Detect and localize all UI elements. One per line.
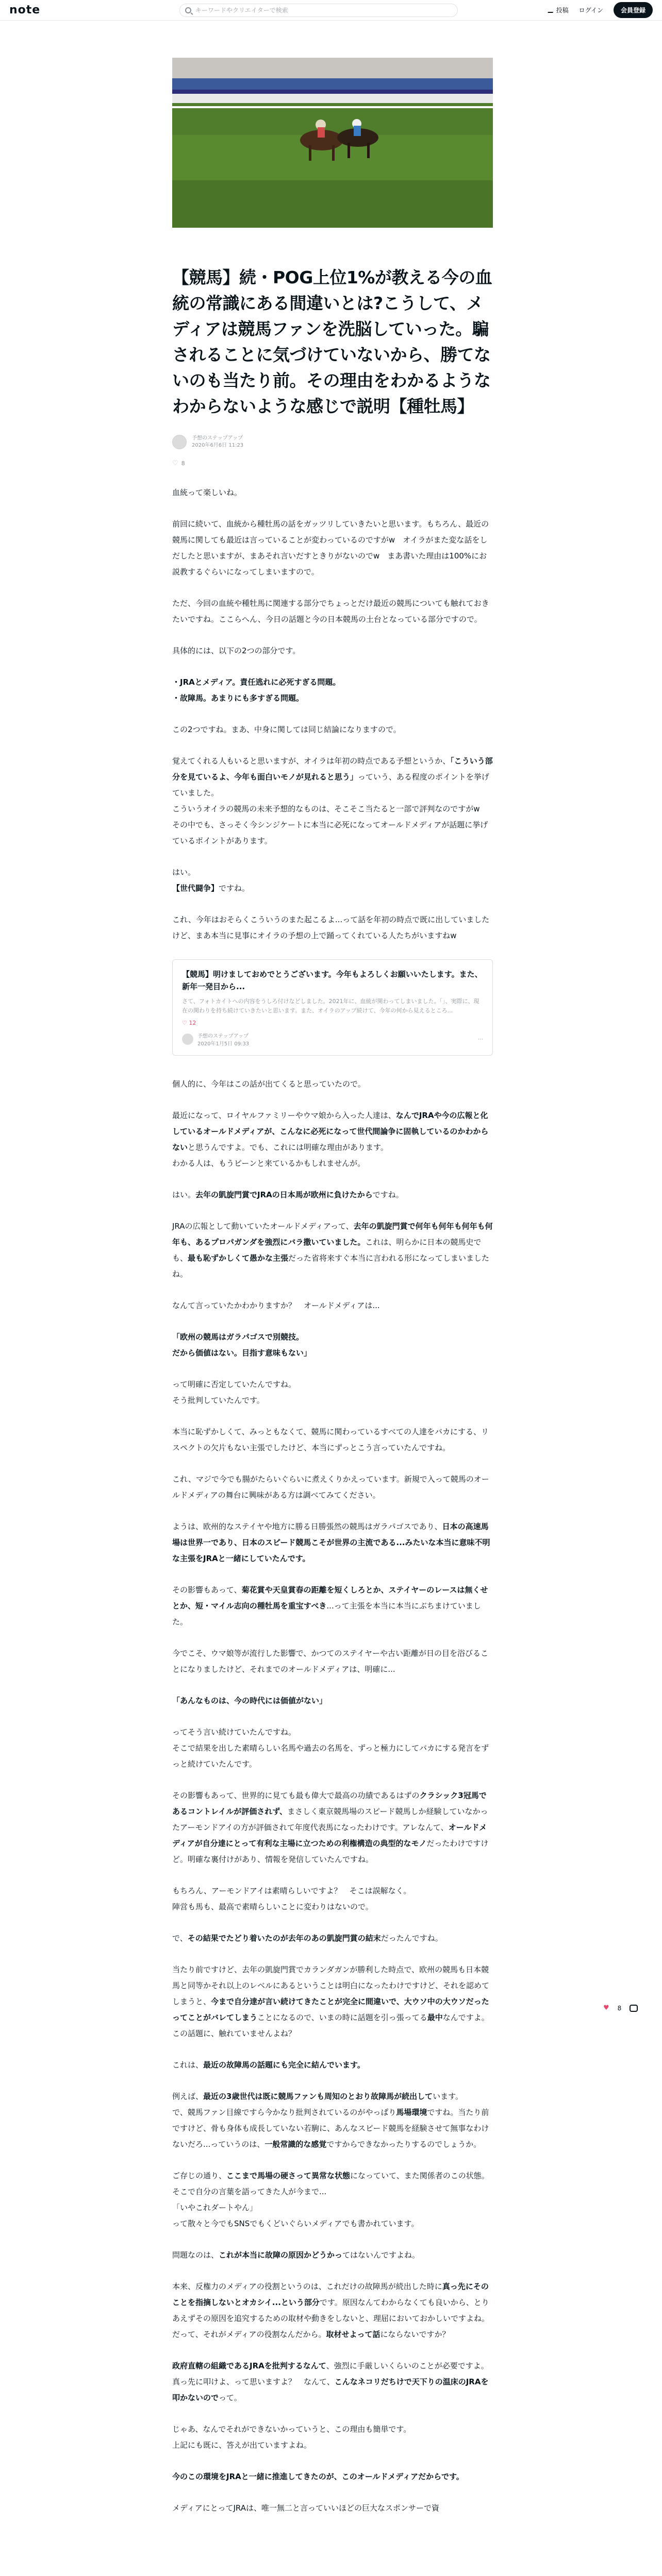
text: はい。 [172, 1190, 196, 1199]
text: ですね。 [372, 1190, 404, 1199]
post-label: 投稿 [556, 7, 569, 14]
article-body [172, 485, 493, 944]
search-bar[interactable] [179, 4, 458, 17]
text: ことになるので、いまの時に話題を引っ張ってる [257, 2013, 427, 2022]
author-meta [192, 435, 243, 449]
paragraph [172, 1329, 493, 1361]
heart-icon[interactable]: ♡ [172, 460, 178, 467]
comment-icon[interactable] [630, 2005, 638, 2012]
bold-text: 去年の凱旋門賞で何年も何年も何年も何年も、あるプロパガンダを強烈にバラ撒いていました。 [172, 1222, 493, 1247]
bold-text: 取材せよって話 [326, 2330, 380, 2339]
text: 問題なのは、 [172, 2250, 219, 2260]
login-link[interactable]: ログイン [578, 7, 603, 14]
text: ...って主張を本当に本当にぶちまけていました。 [172, 1601, 481, 1626]
paragraph [172, 2421, 493, 2453]
pen-icon [548, 8, 556, 13]
text: だったわけですけど。明確な裏付けがあり、情報を発信していたんですね。 [172, 1839, 489, 1864]
paragraph [172, 596, 493, 628]
paragraph [172, 1646, 493, 1677]
paragraph [172, 1724, 493, 1772]
text: 例えば、 [172, 2092, 204, 2101]
embed-avatar [182, 1033, 193, 1045]
paragraph [172, 1108, 493, 1172]
paragraph [172, 1883, 493, 1915]
article [172, 58, 493, 2532]
note-logo[interactable]: note [9, 4, 41, 16]
bold-text: その結果でたどり着いたのが去年のあの凱旋門賞の結末 [187, 1934, 381, 1943]
bold-text: 最中 [427, 2013, 443, 2022]
like-row[interactable] [172, 460, 493, 467]
embed-date: 2020年1月5日 09:33 [197, 1041, 250, 1047]
bold-text: これが本当に故障の原因かどうかっ [219, 2250, 343, 2260]
embed-like: ♡ 12 [182, 1020, 196, 1026]
paragraph [172, 1298, 493, 1314]
paragraph [172, 1424, 493, 1456]
text: てはないんですよね。 [342, 2250, 420, 2260]
text: ですね。 [219, 884, 250, 893]
author-avatar[interactable] [172, 435, 187, 449]
text: 血統って楽しいね。 [172, 488, 242, 497]
paragraph [172, 753, 493, 849]
text: 覚えてくれる人もいると思いますが、オイラは年初の時点である予想というか、 [172, 756, 451, 766]
article-body-continued [172, 1076, 493, 2516]
bold-text: 政府直轄の組織であるJRAを批判するなんて [172, 2361, 326, 2370]
bold-text: 【世代闘争】 [172, 884, 219, 893]
bold-text: オールドメディアが自分達にとって有利な主場に立つための利権構造の典型的なモノ [172, 1823, 487, 1848]
article-title: 【競馬】続・POG上位1%が教える今の血統の常識にある間違いとは?こうして、メディアは競馬ファンを洗脳していった。騙されることに気づけていないから、勝てないのも当たり前。その理由をわかるようなわからないような感じで説明【種牡馬】 [172, 267, 492, 416]
bold-text: ・JRAとメディア。責任逃れに必死すぎる問題。 ・故障馬。あまりにも多すぎる問題。 [172, 677, 341, 703]
paragraph [172, 1930, 493, 1946]
text: これは、明らかに日本の競馬史でも、 [172, 1238, 482, 1263]
text: います。 で、競馬ファン目線ですら今かなり批判されているのがやっぱり [172, 2092, 463, 2117]
search-placeholder: キーワードやクリエイターで検索 [195, 7, 288, 14]
author-row[interactable] [172, 435, 493, 449]
bold-text: 今まで自分達が言い続けてきたことが完全に間違いで、大ウソ中の大ウソだったってことがバレてしまう [172, 1997, 489, 2022]
text: ただ、今回の血統や種牡馬に関連する部分でちょっとだけ最近の競馬についても触れておきたいですね。ここらへん、今日の話題と今の日本競馬の土台となっている部分ですので。 [172, 599, 489, 624]
bold-text: 「欧州の競馬はガラパゴスで別競技。 だから価値はない。目指す意味もない」 [172, 1332, 312, 1358]
like-count: 8 [181, 460, 185, 467]
bold-text: 菊花賞や天皇賞春の距離を短くしろとか、ステイヤーのレースは無くせとか、短・マイル志向の種牡馬を重宝すべき [172, 1585, 488, 1611]
bold-text: クラシック3冠馬であるコントレイルが評価されず、 [172, 1791, 487, 1816]
embed-author: 予想のステップアップ [197, 1033, 249, 1039]
author-name[interactable]: 予想のステップアップ [192, 435, 243, 441]
text: です。原因なんてわからなくても良いから、とりあえずその原因を追究するための取材や動きをしないと、理屈においておかしいですよね。だって、それがメディアの役割なんだから。 [172, 2298, 490, 2339]
paragraph [172, 722, 493, 738]
paragraph [172, 2247, 493, 2263]
bold-text: 去年の凱旋門賞でJRAの日本馬が欧州に負けたから [195, 1190, 373, 1199]
floating-like-button[interactable]: ♥ [603, 2004, 609, 2012]
text: 当たり前ですけど、去年の凱旋門賞でカランダガンが勝利した時点で、欧州の競馬も日本競馬と同等かそれ以上のレベルにあるということは明白になったわけですけど、それを認めてしまうと、 [172, 1965, 490, 2006]
text: ですからできなかったりするのでしょうか。 [326, 2140, 482, 2149]
paragraph [172, 1693, 493, 1709]
paragraph [172, 674, 493, 706]
bold-text: ここまで馬場の硬さって異常な状態 [226, 2171, 351, 2180]
text: 本来、反権力のメディアの役割というのは、これだけの故障馬が続出した時に [172, 2282, 442, 2291]
search-icon [185, 7, 191, 13]
bold-text: なんでJRAや今の広報と化しているオールドメディアが、こんなに必死になって世代間論争に固執しているのかわからない [172, 1111, 489, 1152]
signup-button[interactable]: 会員登録 [614, 2, 653, 18]
text: なんて言っていたかわかりますか？ オールドメディアは... [172, 1301, 380, 1310]
bold-text: 「こういう部分を見ているよ、今年も面白いモノが見れると思う」 [172, 756, 493, 782]
bold-text: 最近の故障馬の話題にも完全に結んでいます。 [203, 2060, 365, 2070]
text: だったんですね。 [380, 1934, 443, 1943]
paragraph [172, 643, 493, 659]
text: になっていて、また関係者のこの状態。そこで自分の言葉を語ってきた人が今まで... 「いやこれダートやん」 って散々と今でもSNSでもくどいぐらいメディアでも書かれています。 [172, 2171, 489, 2228]
text: って明確に否定していたんですね。 そう批判していたんです。 [172, 1380, 296, 1405]
bold-text: 最も恥ずかしくて愚かな主張 [188, 1253, 289, 1263]
text: しだしたと思いますが、まあそれ言いだすときりがないのでw まあ書いた理由は100%にお説教するぐらいになってしまいますので。 [172, 535, 488, 577]
text: 前回に続いて、血統から種牡馬の話をガッツリしていきたいと思います。もちろん、最近の競馬に関しても最近は言ってい [172, 519, 489, 545]
bold-text: 日本の高速馬場は世界一であり、日本のスピード競馬こそが世界の主流である...みたいな本当に意味不明な主張をJRAと一緒にしていたんです。 [172, 1522, 490, 1563]
paragraph [172, 865, 493, 896]
paragraph [172, 1788, 493, 1868]
text: まさしく東京競馬場のスピード競馬しか経験していなかったアーモンドアイの方が評価されて年度代表馬になったわけです。アレなんて、 [172, 1807, 488, 1832]
paragraph [172, 1377, 493, 1409]
site-header [0, 0, 662, 21]
floating-like-count: 8 [617, 2004, 622, 2012]
bold-text: 「あんなものは、今の時代には価値がない」 [172, 1696, 327, 1705]
paragraph [172, 2279, 493, 2343]
text: ようは、欧州的なステイヤや地方に勝る日勝張然の競馬はガラパゴスであり、 [172, 1522, 442, 1531]
paragraph [172, 1187, 493, 1203]
paragraph [172, 2168, 493, 2232]
text: もちろん、アーモンドアイは素晴らしいですよ？ そこは誤解なく。 陣営も馬も、最高で素晴らしいことに変わりはないので。 [172, 1886, 411, 1911]
horse-race-photo [172, 58, 493, 228]
paragraph [172, 1519, 493, 1567]
text: 具体的には、以下の2つの部分です。 [172, 646, 301, 655]
paragraph [172, 1471, 493, 1503]
text: 今でこそ、ウマ娘等が流行した影響で、かつてのステイヤーや古い距離が日の目を浴びることになりましたけど、それまでのオールドメディアは、明確に... [172, 1649, 489, 1674]
text: その影響もあって、世界的に見ても最も偉大で最高の功績であるはずの [172, 1791, 420, 1800]
post-button[interactable] [549, 6, 569, 14]
paragraph [172, 2469, 493, 2485]
more-icon[interactable]: ⋯ [478, 1036, 483, 1042]
embed-title: 【競馬】明けましておめでとうございます。今年もよろしくお願いいたします。また、新年一発目から... [182, 970, 483, 991]
text: にならないですか？ [380, 2330, 450, 2339]
text: なんですよ。 この話題に、触れていませんよね？ [172, 2013, 489, 2038]
text: 個人的に、今年はこの話が出てくると思っていたので。 [172, 1079, 366, 1089]
text: この2つですね。まあ、中身に関しては同じ結論になりますので。 [172, 725, 401, 734]
bold-text: 最近の3歳世代は既に競馬ファンも周知のとおり故障馬が続出して [203, 2092, 433, 2101]
text: ですね。当たり前ですけど、骨も身体も成長していない若駒に、あんなスピード競馬を経験させて無事なわけないだろ...っていうのは、 [172, 2108, 489, 2149]
text: 、強烈に手厳しいくらいのことが必要ですよ。真っ先に叩けよ、って思いますよ？ なんて、 [172, 2361, 489, 2386]
bold-text: 今のこの環境をJRAと一緒に推進してきたのが、このオールドメディアだからです。 [172, 2472, 464, 2481]
text: その影響もあって、 [172, 1585, 242, 1595]
text: JRAの広報として動いていたオールドメディアって、 [172, 1222, 354, 1231]
text: これ、マジで今でも腸がたらいぐらいに煮えくりかえっています。新規で入って競馬のオールドメディアの舞台に興味がある方は調べてみてください。 [172, 1475, 489, 1500]
text: これは、 [172, 2060, 204, 2070]
paragraph [172, 1582, 493, 1630]
paragraph [172, 1076, 493, 1092]
paragraph [172, 2057, 493, 2073]
text: で、 [172, 1934, 188, 1943]
embed-description: さて、フォトカイトへの内容をうしろ付けなどしました。2021年に、血統が関わってしまいました。「」、実際に、現在の関わりを持ち続けていきたいと思います。また、オイラのアップ続けて、今年の何から見えるところ... [182, 998, 479, 1014]
text: はい。 [172, 868, 196, 877]
paragraph [172, 516, 493, 580]
header-actions [549, 2, 653, 18]
text: これ、今年はおそらくこういうのまた起こるよ...って話を年初の時点で既に出していましたけど、まあ本当に見事にオイラの予想の上で踊ってくれている人たちがいますねw [172, 915, 490, 940]
paragraph [172, 2500, 493, 2516]
text: っていう、ある程度のポイントを挙げていました。 こういうオイラの競馬の未来予想的なものは、そこそこ当たると一部で評判なのですがw その中でも、さっそく今シンジケートに本当に必死になってオールドメディアが話題に挙げているポイントがあります。 [172, 772, 489, 845]
bold-text: 馬場環境 [396, 2108, 427, 2117]
hero-image [172, 58, 493, 228]
bold-text: こんなネコリだちけで天下りの温床のJRAを叩かないので [172, 2377, 489, 2402]
paragraph [172, 912, 493, 944]
text: って。 [219, 2393, 242, 2402]
paragraph [172, 1962, 493, 2042]
text: だった省将来すぐ本当に言われる形になってしまいましたね。 [172, 1253, 490, 1279]
text: と思うんですよ。でも、これには明確な理由があります。 わかる人は、もうピーンと来ているかもしれませんが。 [172, 1143, 388, 1168]
text: 本当に恥ずかしくて、みっともなくて、競馬に関わっているすべての人達をバカにする、リスペクトの欠片もない主張でしたけど、本当にずっとこう言っていたんですね。 [172, 1427, 489, 1452]
text: ってそう言い続けていたんですね。 そこで結果を出した素晴らしい名馬や過去の名馬を、ずっと極力にしてバカにする発言をずっと続けていたんです。 [172, 1727, 489, 1769]
bold-text: 一般常識的な感覚 [264, 2140, 327, 2149]
text: メディアにとってJRAは、唯一無二と言っていいほどの巨大なスポンサーで資 [172, 2503, 440, 2513]
floating-actions [603, 2004, 638, 2012]
text: じゃあ、なんでそれができないかっていうと、この理由も簡単です。 上記にも既に、答えが出ていますよね。 [172, 2425, 411, 2450]
embedded-article-card[interactable] [172, 959, 493, 1056]
text: 最近になって、ロイヤルファミリーやウマ娘から入った人達は、 [172, 1111, 396, 1120]
paragraph [172, 2089, 493, 2153]
paragraph [172, 1218, 493, 1282]
embed-footer [182, 1031, 483, 1047]
paragraph [172, 2358, 493, 2406]
paragraph [172, 485, 493, 501]
post-date: 2020年6月6日 11:23 [192, 443, 244, 448]
text: ご存じの通り、 [172, 2171, 227, 2180]
text: ることが変わっているのですがw オイラがまた変な話を [280, 535, 480, 545]
bold-text: 真っ先にそのことを指摘しないとオカシイ...という部分 [172, 2282, 489, 2307]
